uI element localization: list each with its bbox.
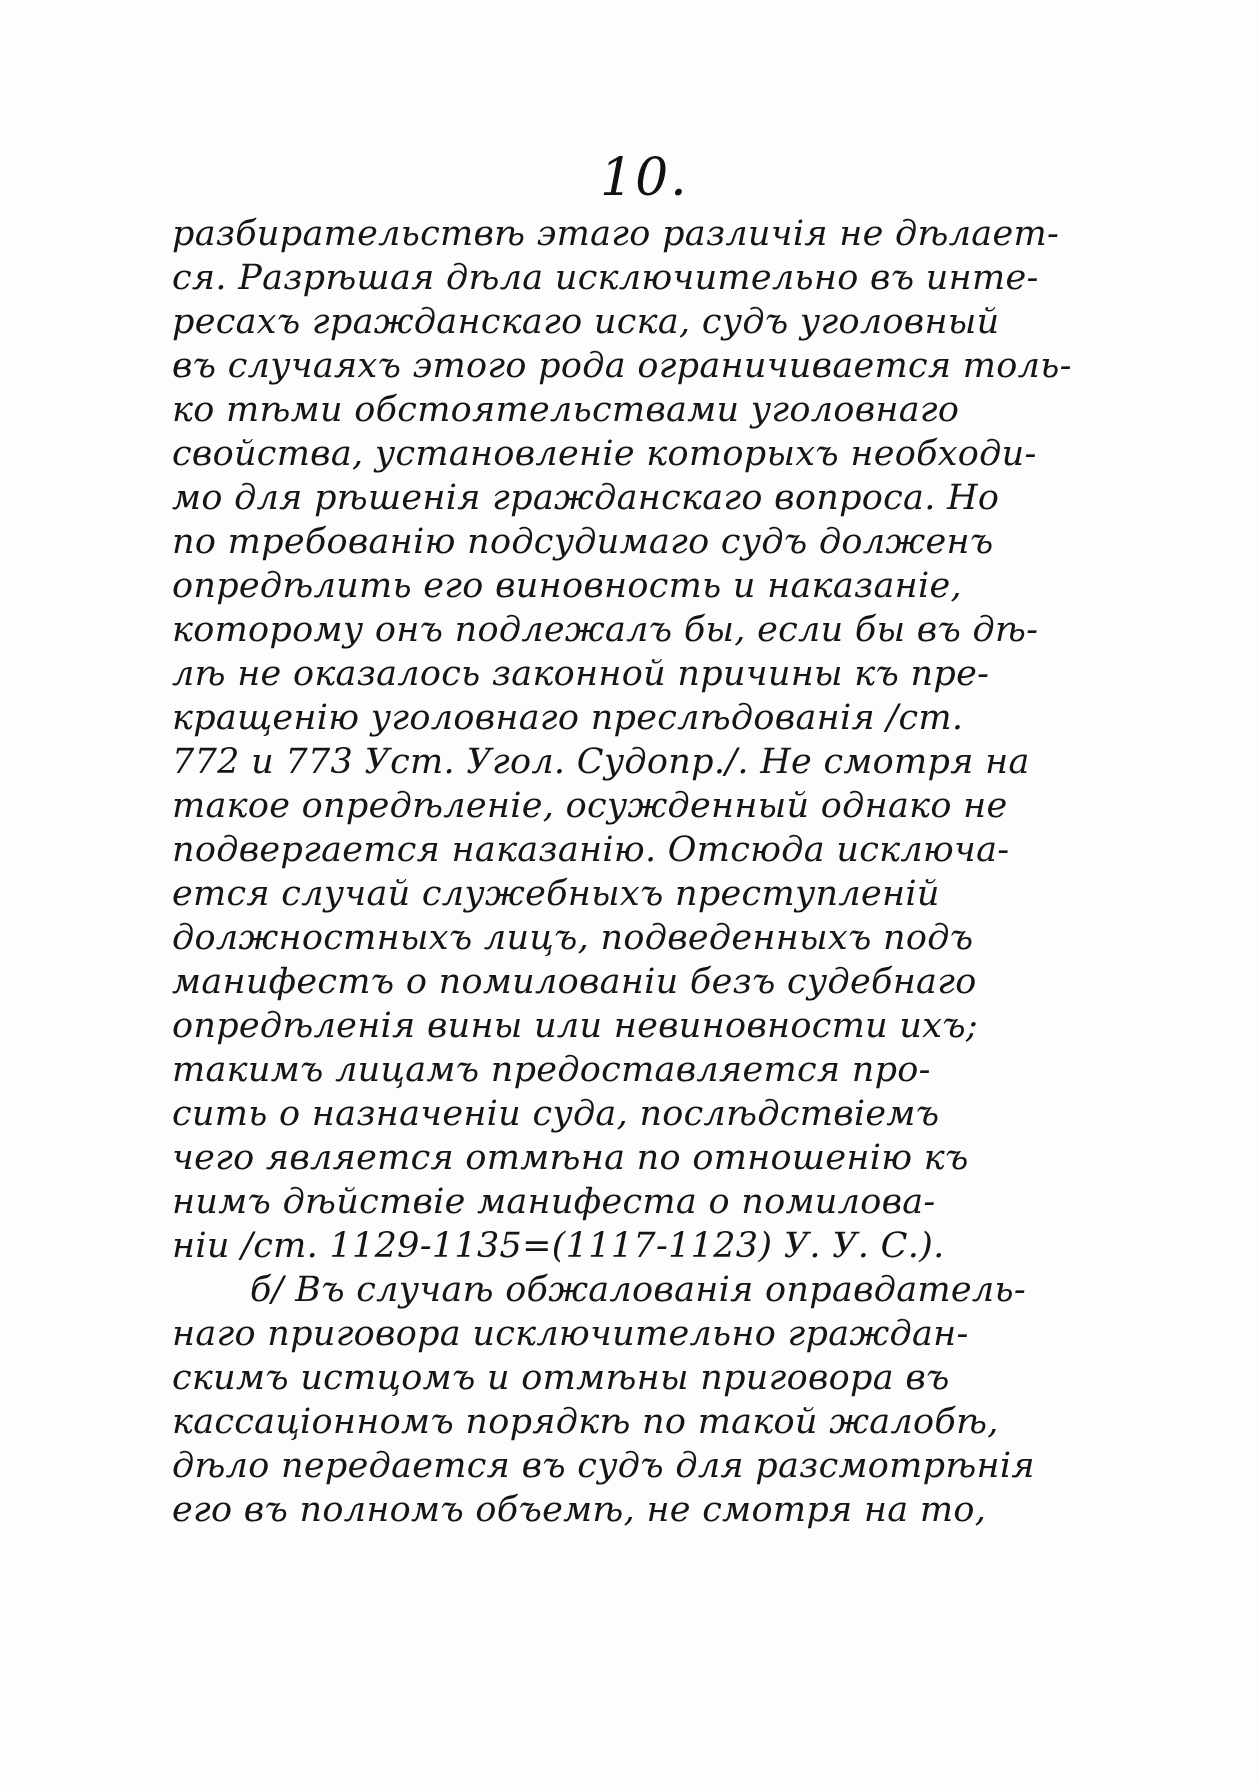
- text-line-8: по требованію подсудимаго судъ долженъ: [172, 522, 994, 562]
- text-line-20: такимъ лицамъ предоставляется про-: [172, 1050, 931, 1090]
- text-line-19: опредѣленія вины или невиновности ихъ;: [172, 1006, 978, 1046]
- text-line-30: его въ полномъ объемѣ, не смотря на то,: [172, 1490, 987, 1530]
- text-line-2: ся. Разрѣшая дѣла исключительно въ инте-: [172, 258, 1039, 298]
- text-line-6: свойства, установленіе которыхъ необходи-: [172, 434, 1037, 474]
- text-line-11: лѣ не оказалось законной причины къ пре-: [172, 654, 990, 694]
- text-line-5: ко тѣми обстоятельствами уголовнаго: [172, 390, 960, 430]
- text-line-29: дѣло передается въ судъ для разсмотрѣнія: [172, 1446, 1035, 1486]
- text-line-3: ресахъ гражданскаго иска, судъ уголовный: [172, 302, 1000, 342]
- text-line-25: б/ Въ случаѣ обжалованія оправдатель-: [250, 1270, 1026, 1310]
- text-line-21: сить о назначеніи суда, послѣдствіемъ: [172, 1094, 940, 1134]
- page-number: 10.: [600, 148, 689, 208]
- text-line-4: въ случаяхъ этого рода ограничивается толь-: [172, 346, 1072, 386]
- text-line-27: скимъ истцомъ и отмѣны приговора въ: [172, 1358, 950, 1398]
- text-line-10: которому онъ подлежалъ бы, если бы въ дѣ-: [172, 610, 1039, 650]
- text-line-28: кассаціонномъ порядкѣ по такой жалобѣ,: [172, 1402, 999, 1442]
- text-line-22: чего является отмѣна по отношенію къ: [172, 1138, 969, 1178]
- text-line-24: ніи /ст. 1129-1135=(1117-1123) У. У. С.).: [172, 1226, 945, 1266]
- text-line-23: нимъ дѣйствіе манифеста о помилова-: [172, 1182, 936, 1222]
- text-line-7: мо для рѣшенія гражданскаго вопроса. Но: [172, 478, 1000, 518]
- text-line-15: подвергается наказанію. Отсюда исключа-: [172, 830, 1010, 870]
- handwritten-text-block: [172, 212, 1092, 1532]
- text-line-18: манифестъ о помилованіи безъ судебнаго: [172, 962, 977, 1002]
- text-line-26: наго приговора исключительно граждан-: [172, 1314, 969, 1354]
- text-line-16: ется случай служебныхъ преступленій: [172, 874, 940, 914]
- text-line-9: опредѣлить его виновность и наказаніе,: [172, 566, 962, 606]
- text-line-17: должностныхъ лицъ, подведенныхъ подъ: [172, 918, 974, 958]
- text-line-12: кращенію уголовнаго преслѣдованія /ст.: [172, 698, 964, 738]
- text-line-13: 772 и 773 Уст. Угол. Судопр./. Не смотря на: [172, 742, 1030, 782]
- text-line-1: разбирательствѣ этаго различія не дѣлает-: [172, 214, 1060, 254]
- text-line-14: такое опредѣленіе, осужденный однако не: [172, 786, 1008, 826]
